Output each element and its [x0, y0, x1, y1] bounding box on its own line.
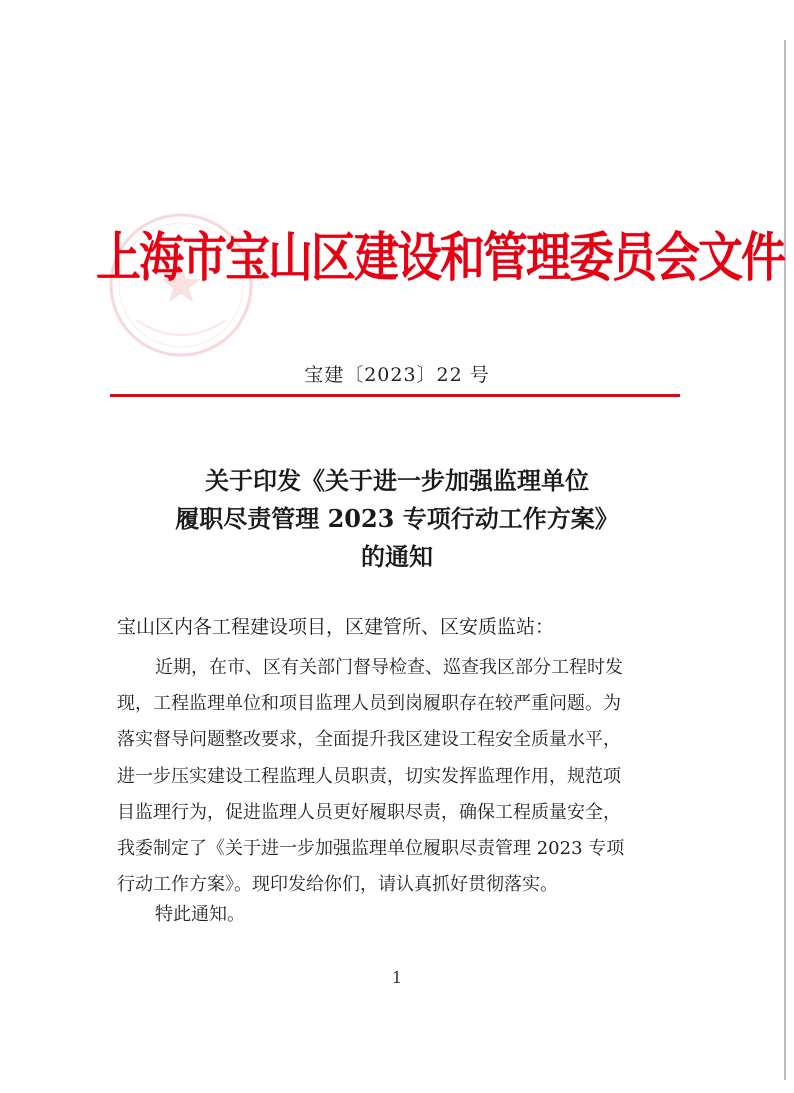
- body-line: 我委制定了《关于进一步加强监理单位履职尽责管理 2023 专项: [117, 837, 625, 859]
- body-paragraph: [117, 650, 677, 903]
- title-line-1: 关于印发《关于进一步加强监理单位: [205, 466, 589, 495]
- body-line: 进一步压实建设工程监理人员职责，切实发挥监理作用，规范项: [117, 765, 621, 787]
- issuer-header-title: 上海市宝山区建设和管理委员会文件: [96, 226, 785, 289]
- body-line: 行动工作方案》。现印发给你们，请认真抓好贯彻落实。: [117, 874, 558, 896]
- title-line-3: 的通知: [361, 542, 433, 571]
- body-line: 目监理行为，促进监理人员更好履职尽责，确保工程质量安全，: [117, 801, 621, 823]
- body-line: 近期，在市、区有关部门督导检查、巡查我区部分工程时发: [155, 657, 623, 678]
- red-divider-rule: [110, 394, 680, 397]
- document-title: [0, 462, 794, 576]
- bleed-through-text: [120, 122, 680, 140]
- bleed-through-text-2: [470, 160, 590, 178]
- closing-line: 特此通知。: [155, 904, 245, 925]
- body-line: 现，工程监理单位和项目监理人员到岗履职存在较严重问题。为: [117, 693, 621, 715]
- page-number: 1: [391, 968, 403, 987]
- addressee-line: 宝山区内各工程建设项目，区建管所、区安质监站：: [117, 616, 555, 638]
- body-line: 落实督导问题整改要求，全面提升我区建设工程安全质量水平，: [117, 729, 621, 751]
- document-number: 宝建〔2023〕22 号: [304, 364, 490, 386]
- title-line-2: 履职尽责管理 2023 专项行动工作方案》: [175, 504, 619, 533]
